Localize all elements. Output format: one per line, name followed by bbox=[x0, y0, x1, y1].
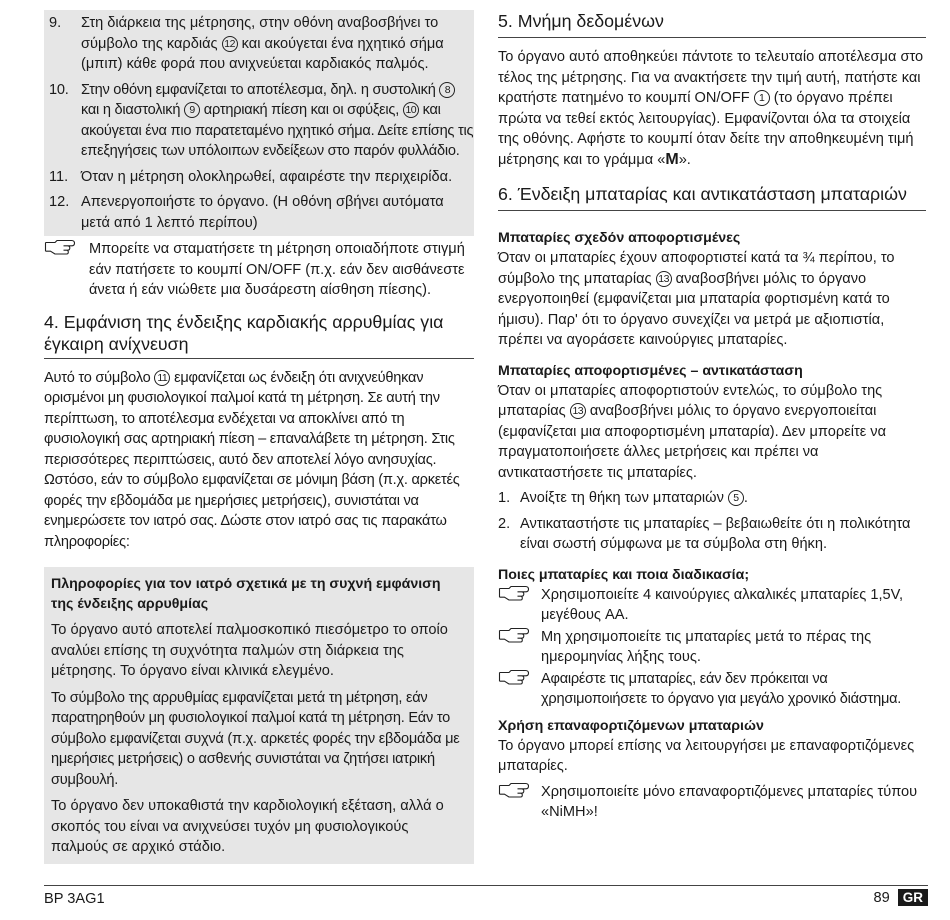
rechargeable-body: Το όργανο μπορεί επίσης να λειτουργήσει με επαναφορτιζόμενες μπαταρίες. bbox=[498, 737, 915, 774]
section-title: 6. Ένδειξη μπαταρίας και αντικατάσταση μπαταριών bbox=[498, 184, 907, 204]
body-text: ». bbox=[678, 151, 691, 168]
pointing-hand-icon bbox=[498, 668, 530, 686]
body-text: Όταν οι μπαταρίες έχουν αποφορτιστεί κατά τα ¾ περίπου, το σύμβολο της μπαταρίας bbox=[498, 250, 895, 287]
hint-note bbox=[498, 782, 926, 823]
section-6-heading bbox=[498, 183, 926, 211]
section-4-heading bbox=[44, 311, 474, 359]
memory-letter: M bbox=[665, 150, 679, 168]
circled-ref-number: 8 bbox=[439, 82, 455, 98]
circled-ref-number: 5 bbox=[728, 490, 744, 506]
step-text: . bbox=[743, 490, 748, 506]
step-number: 9. bbox=[49, 15, 62, 31]
left-column bbox=[44, 10, 474, 864]
language-badge: GR bbox=[898, 889, 928, 906]
body-text: αναβοσβήνει μόλις το όργανο ενεργοποιείται (εμφανίζεται μια αποφορτισμένη μπαταρία). Δεν μπορείτε να πραγματοποιήσετε άλλες μετρήσεις και πρέπει να αντικαταστήσετε τις μπαταρίες. bbox=[498, 403, 887, 481]
step-text: και ακούγεται ένα ηχητικό σήμα (μπιπ) κάθε φορά που ανιχνεύεται καρδιακός παλμός. bbox=[81, 35, 444, 72]
pointing-hand-icon bbox=[498, 584, 530, 602]
info-box-paragraph: Το σύμβολο της αρρυθμίας εμφανίζεται μετά τη μέτρηση, εάν παρατηρηθούν μη φυσιολογικοί παλμοί κατά τη μέτρηση. Εάν το σύμβολο εμφανίζεται συχνά (π.χ. αρκετές φορές την εβδομάδα με ημερήσιες μετρήσεις) ο ασθενής συνιστάται να ζητήσει ιατρική συμβουλή. bbox=[51, 689, 460, 788]
circled-ref-number: 12 bbox=[222, 36, 238, 52]
battery-low-body bbox=[498, 248, 926, 351]
subheading: Χρήση επαναφορτιζόμενων μπαταριών bbox=[498, 717, 764, 734]
battery-empty-body bbox=[498, 381, 926, 484]
circled-ref-number: 1 bbox=[754, 90, 770, 106]
subheading: Μπαταρίες σχεδόν αποφορτισμένες bbox=[498, 230, 741, 246]
hint-note bbox=[498, 627, 926, 668]
subheading: Ποιες μπαταρίες και ποια διαδικασία; bbox=[498, 566, 750, 583]
step-number: 2. bbox=[498, 515, 511, 532]
section-title: 4. Εμφάνιση της ένδειξης καρδιακής αρρυθμίας για έγκαιρη ανίχνευση bbox=[44, 311, 444, 354]
section-title: 5. Μνήμη δεδομένων bbox=[498, 11, 664, 31]
step-item-9 bbox=[44, 13, 474, 75]
hint-text: Αφαιρέστε τις μπαταρίες, εάν δεν πρόκειται να χρησιμοποιήσετε το όργανο για μεγάλο χρονικό διάστημα. bbox=[541, 670, 902, 707]
step-item-10 bbox=[44, 80, 474, 162]
section-5-body bbox=[498, 47, 926, 170]
step-text: Στη διάρκεια της μέτρησης, στην οθόνη αναβοσβήνει το σύμβολο της καρδιάς bbox=[81, 15, 439, 52]
battery-step-2 bbox=[498, 514, 926, 555]
right-column bbox=[498, 10, 926, 823]
step-number: 11. bbox=[49, 168, 69, 185]
body-text: Όταν οι μπαταρίες αποφορτιστούν εντελώς, το σύμβολο της μπαταρίας bbox=[498, 382, 883, 419]
step-number: 1. bbox=[498, 490, 511, 506]
body-text: εμφανίζεται ως ένδειξη ότι ανιχνεύθηκαν ορισμένοι μη φυσιολογικοί παλμοί κατά τη μέτρηση. Σε αυτή την περίπτωση, το αποτέλεσμα ενδέχεται να αποκλίνει από τη φυσιολογική σας αρτηριακή πίεση – επαναλάβετε τη μέτρηση. Στις περισσότερες περιπτώσεις, αυτό δεν αποτελεί λόγο ανησυχίας. Ωστόσο, εάν το σύμβολο εμφανίζεται σε μόνιμη βάση (π.χ. αρκετές φορές την εβδομάδα με ημερήσιες μετρήσεις), συνιστάται να ενημερώσετε τον ιατρό σας. Δώστε στον ιατρό σας τις παρακάτω πληροφορίες: bbox=[44, 369, 460, 550]
section-4-body bbox=[44, 368, 474, 553]
pointing-hand-icon bbox=[498, 626, 530, 644]
hint-text: Μη χρησιμοποιείτε τις μπαταρίες μετά το πέρας της ημερομηνίας λήξης τους. bbox=[541, 628, 872, 665]
step-text: και ακούγεται ένα πιο παρατεταμένο ηχητικό σήμα. Δείτε επίσης τις επεξηγήσεις των υπόλοιπων ενδείξεων στο παρόν φυλλάδιο. bbox=[81, 102, 474, 159]
step-text: Αντικαταστήστε τις μπαταρίες – βεβαιωθείτε ότι η πολικότητα είναι σωστή σύμφωνα με τα σύμβολα στη θήκη. bbox=[520, 515, 911, 552]
page-number: 89 bbox=[873, 889, 890, 906]
step-text: Ανοίξτε τη θήκη των μπαταριών bbox=[520, 490, 728, 506]
info-box-title: Πληροφορίες για τον ιατρό σχετικά με τη συχνή εμφάνιση της ένδειξης αρρυθμίας bbox=[51, 576, 441, 612]
step-item-11 bbox=[44, 167, 474, 188]
step-text: Στην οθόνη εμφανίζεται το αποτέλεσμα, δηλ. η συστολική bbox=[81, 81, 440, 98]
subheading: Μπαταρίες αποφορτισμένες – αντικατάσταση bbox=[498, 362, 803, 379]
body-text: Αυτό το σύμβολο bbox=[44, 369, 155, 386]
step-number: 12. bbox=[49, 194, 70, 210]
battery-step-1 bbox=[498, 488, 926, 509]
step-item-12 bbox=[44, 192, 474, 233]
steps-list bbox=[44, 10, 474, 236]
page-footer bbox=[44, 885, 928, 907]
doctor-info-box bbox=[44, 567, 474, 864]
step-text: Απενεργοποιήστε το όργανο. (Η οθόνη σβήνει αυτόματα μετά από 1 λεπτό περίπου) bbox=[81, 194, 444, 231]
info-box-paragraph: Το όργανο δεν υποκαθιστά την καρδιολογική εξέταση, αλλά ο σκοπός του είναι να ανιχνεύσει τυχόν μη φυσιολογικούς παλμούς σε αρχικό στάδιο. bbox=[51, 798, 444, 855]
body-text: αναβοσβήνει μόλις το όργανο ενεργοποιηθεί (εμφανίζεται μια μπαταρία φορτισμένη κατά το ήμισυ). Παρ' ότι το όργανο συνεχίζει να μετρά με αξιοπιστία, πρέπει να αγοράσετε καινούργιες μπαταρίες. bbox=[498, 270, 890, 348]
step-text: αρτηριακή πίεση και οι σφύξεις, bbox=[200, 102, 403, 118]
hint-text: Χρησιμοποιείτε μόνο επαναφορτιζόμενες μπαταρίες τύπου «NiMH»! bbox=[541, 783, 918, 820]
circled-ref-number: 13 bbox=[570, 403, 586, 419]
hint-note bbox=[44, 239, 474, 301]
circled-ref-number: 13 bbox=[656, 271, 672, 287]
hint-text: Χρησιμοποιείτε 4 καινούργιες αλκαλικές μπαταρίες 1,5V, μεγέθους AA. bbox=[541, 586, 904, 623]
hint-note bbox=[498, 585, 926, 626]
step-text: Όταν η μέτρηση ολοκληρωθεί, αφαιρέστε την περιχειρίδα. bbox=[81, 168, 453, 185]
hint-text: Μπορείτε να σταματήσετε τη μέτρηση οποιαδήποτε στιγμή εάν πατήσετε το κουμπί ON/OFF (π.χ. εάν δεν αισθάνεστε άνετα ή εάν νιώθετε μια δυσάρεστη αίσθηση πίεσης). bbox=[89, 241, 465, 298]
page-marker bbox=[874, 889, 928, 906]
model-name: BP 3AG1 bbox=[44, 891, 105, 907]
circled-ref-number: 11 bbox=[154, 370, 170, 386]
section-5-heading bbox=[498, 10, 926, 38]
pointing-hand-icon bbox=[498, 781, 530, 799]
circled-ref-number: 10 bbox=[403, 102, 419, 118]
info-box-paragraph: Το όργανο αυτό αποτελεί παλμοσκοπικό πιεσόμετρο το οποίο αναλύει επίσης τη συχνότητα παλμών στη διάρκεια της μέτρησης. Το όργανο είναι κλινικά ελεγμένο. bbox=[51, 622, 448, 679]
step-number: 10. bbox=[49, 81, 69, 98]
body-text: Το όργανο αυτό αποθηκεύει πάντοτε το τελευταίο αποτέλεσμα στο τέλος της μέτρησης. Για να ανακτήσετε την τιμή αυτή, πατήστε και κρατήστε πατημένο το κουμπί ON/OFF bbox=[498, 49, 924, 106]
circled-ref-number: 9 bbox=[184, 102, 200, 118]
hint-note bbox=[498, 669, 926, 710]
body-text: (το όργανο πρέπει πρώτα να τεθεί εκτός λειτουργίας). Εμφανίζονται όλα τα στοιχεία της οθόνης. Αφήστε το κουμπί όταν δείτε την αποθηκευμένη τιμή μέτρησης και το γράμμα « bbox=[498, 90, 914, 168]
step-text: και η διαστολική bbox=[81, 102, 184, 118]
pointing-hand-icon bbox=[44, 238, 76, 256]
